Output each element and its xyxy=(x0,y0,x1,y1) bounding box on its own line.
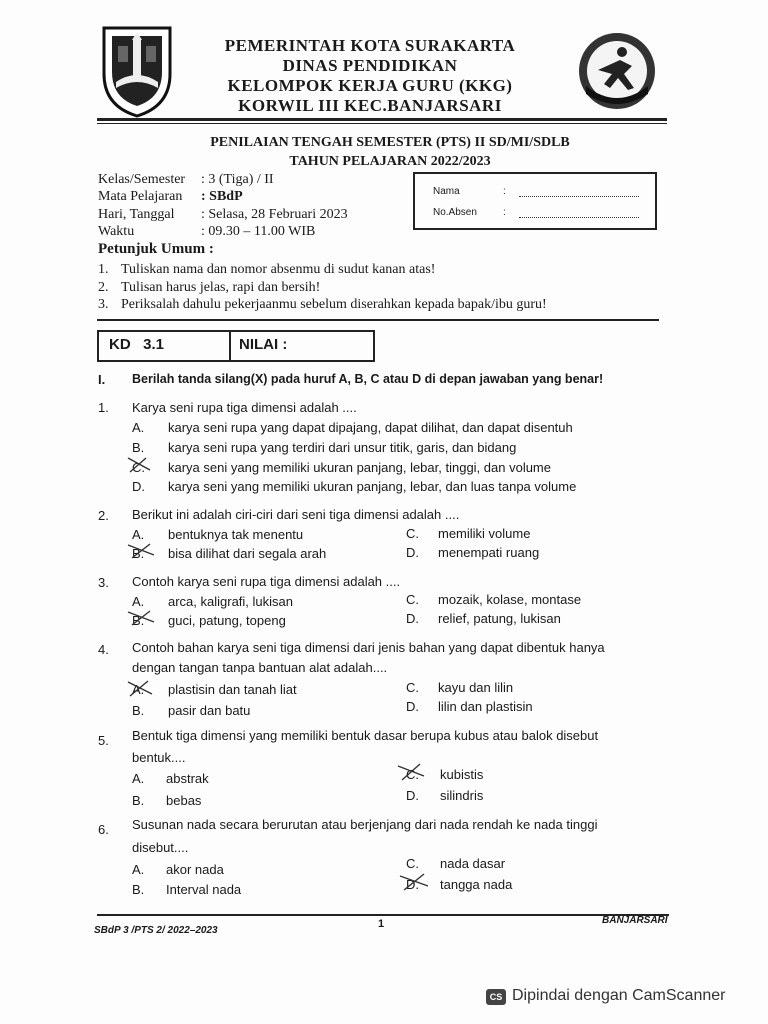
option-text: Interval nada xyxy=(166,882,242,897)
option-text: arca, kaligrafi, lukisan xyxy=(168,594,293,609)
option-letter[interactable]: D. xyxy=(406,545,419,560)
name-blank[interactable] xyxy=(519,186,639,197)
header-divider-thin xyxy=(97,123,667,124)
info-subject: Mata Pelajaran : SBdP xyxy=(98,189,243,204)
option-letter[interactable]: D. xyxy=(406,788,419,803)
instruction-item: 3. xyxy=(98,297,109,312)
option-letter[interactable]: B. xyxy=(132,793,145,808)
option-letter[interactable]: C. xyxy=(406,592,419,607)
info-date: Hari, Tanggal : Selasa, 28 Februari 2023 xyxy=(98,207,348,222)
question-number: 3. xyxy=(98,575,109,590)
option-letter[interactable]: A. xyxy=(132,862,145,877)
option-letter[interactable]: D. xyxy=(132,479,145,494)
instruction-text: Tuliskan nama dan nomor absenmu di sudut kanan atas! xyxy=(121,262,436,277)
kd-label: KD 3.1 xyxy=(109,336,165,353)
absen-blank[interactable] xyxy=(519,207,639,218)
question-number: 2. xyxy=(98,508,109,523)
option-text: guci, patung, topeng xyxy=(168,613,286,628)
header-line-2: DINAS PENDIDIKAN xyxy=(282,56,458,75)
option-text: silindris xyxy=(440,788,484,803)
option-text: pasir dan batu xyxy=(168,703,251,718)
option-letter[interactable]: B. xyxy=(132,613,145,628)
option-letter[interactable]: D. xyxy=(406,877,419,892)
info-time: Waktu : 09.30 – 11.00 WIB xyxy=(98,224,316,239)
question-text: Berikut ini adalah ciri-ciri dari seni tiga dimensi adalah .... xyxy=(132,507,460,522)
question-number: 4. xyxy=(98,642,109,657)
option-text: bisa dilihat dari segala arah xyxy=(168,546,327,561)
question-text-continued: dengan tangan tanpa bantuan alat adalah.... xyxy=(132,660,388,675)
footer-right: BANJARSARI xyxy=(602,915,668,926)
instructions-divider xyxy=(97,319,659,321)
option-letter[interactable]: C. xyxy=(406,856,419,871)
header-line-3: KELOMPOK KERJA GURU (KKG) xyxy=(227,76,513,95)
option-letter[interactable]: C. xyxy=(406,767,419,782)
question-number: 1. xyxy=(98,400,109,415)
option-text: kubistis xyxy=(440,767,484,782)
kd-score-box xyxy=(97,330,375,362)
section-number: I. xyxy=(98,372,106,387)
footer-divider xyxy=(97,914,669,916)
instruction-text: Periksalah dahulu pekerjaanmu sebelum diserahkan kepada bapak/ibu guru! xyxy=(121,297,547,312)
option-letter[interactable]: D. xyxy=(406,699,419,714)
option-text: karya seni rupa yang terdiri dari unsur titik, garis, dan bidang xyxy=(168,440,517,455)
name-field[interactable]: Nama : xyxy=(433,186,460,197)
option-text: bebas xyxy=(166,793,202,808)
option-letter[interactable]: A. xyxy=(132,771,145,786)
option-text: karya seni yang memiliki ukuran panjang, lebar, tinggi, dan volume xyxy=(168,460,551,475)
option-text: kayu dan lilin xyxy=(438,680,514,695)
option-text: karya seni yang memiliki ukuran panjang, lebar, dan luas tanpa volume xyxy=(168,479,577,494)
option-letter[interactable]: B. xyxy=(132,546,145,561)
option-letter[interactable]: B. xyxy=(132,882,145,897)
option-text: lilin dan plastisin xyxy=(438,699,533,714)
absen-field[interactable]: No.Absen : xyxy=(433,207,477,218)
header-divider xyxy=(97,118,667,121)
instruction-item: 2. xyxy=(98,280,109,295)
option-text: mozaik, kolase, montase xyxy=(438,592,582,607)
exam-title: PENILAIAN TENGAH SEMESTER (PTS) II SD/MI/SDLB xyxy=(210,135,570,150)
option-letter[interactable]: A. xyxy=(132,682,145,697)
instruction-text: Tulisan harus jelas, rapi dan bersih! xyxy=(121,280,321,295)
score-label: NILAI : xyxy=(239,336,288,353)
header-line-4: KORWIL III KEC.BANJARSARI xyxy=(238,96,502,115)
option-letter[interactable]: A. xyxy=(132,527,145,542)
option-text: abstrak xyxy=(166,771,209,786)
question-text: Susunan nada secara berurutan atau berjenjang dari nada rendah ke nada tinggi xyxy=(132,817,598,832)
option-letter[interactable]: C. xyxy=(406,526,419,541)
exam-year: TAHUN PELAJARAN 2022/2023 xyxy=(289,154,491,169)
option-letter[interactable]: A. xyxy=(132,420,145,435)
option-text: memiliki volume xyxy=(438,526,531,541)
student-name-box xyxy=(413,172,657,230)
info-class: Kelas/Semester : 3 (Tiga) / II xyxy=(98,172,274,187)
option-letter[interactable]: D. xyxy=(406,611,419,626)
option-text: tangga nada xyxy=(440,877,513,892)
section-instruction: Berilah tanda silang(X) pada huruf A, B, C atau D di depan jawaban yang benar! xyxy=(132,372,604,386)
option-letter[interactable]: A. xyxy=(132,594,145,609)
option-text: bentuknya tak menentu xyxy=(168,527,304,542)
kurikulum-logo-icon xyxy=(576,30,658,112)
question-text: Bentuk tiga dimensi yang memiliki bentuk dasar berupa kubus atau balok disebut xyxy=(132,728,599,743)
option-text: plastisin dan tanah liat xyxy=(168,682,297,697)
question-text-continued: bentuk.... xyxy=(132,750,186,765)
option-text: menempati ruang xyxy=(438,545,540,560)
option-letter[interactable]: B. xyxy=(132,440,145,455)
header-line-1: PEMERINTAH KOTA SURAKARTA xyxy=(224,36,516,55)
option-letter[interactable]: B. xyxy=(132,703,145,718)
option-text: karya seni rupa yang dapat dipajang, dapat dilihat, dan dapat disentuh xyxy=(168,420,573,435)
question-number: 5. xyxy=(98,733,109,748)
instruction-item: 1. xyxy=(98,262,109,277)
question-number: 6. xyxy=(98,822,109,837)
question-text-continued: disebut.... xyxy=(132,840,189,855)
footer-left: SBdP 3 /PTS 2/ 2022–2023 xyxy=(94,925,218,936)
page-number: 1 xyxy=(378,918,385,930)
option-letter[interactable]: C. xyxy=(132,460,145,475)
option-text: relief, patung, lukisan xyxy=(438,611,561,626)
option-text: akor nada xyxy=(166,862,224,877)
city-emblem-icon xyxy=(98,22,176,118)
camscanner-watermark: Dipindai dengan CamScanner xyxy=(512,987,726,1004)
question-text: Contoh bahan karya seni tiga dimensi dari jenis bahan yang dapat dibentuk hanya xyxy=(132,640,605,655)
question-text: Contoh karya seni rupa tiga dimensi adalah .... xyxy=(132,574,401,589)
camscanner-logo-icon: CS xyxy=(486,989,506,1005)
question-text: Karya seni rupa tiga dimensi adalah .... xyxy=(132,400,357,415)
instructions-title: Petunjuk Umum : xyxy=(98,241,214,257)
option-text: nada dasar xyxy=(440,856,506,871)
option-letter[interactable]: C. xyxy=(406,680,419,695)
